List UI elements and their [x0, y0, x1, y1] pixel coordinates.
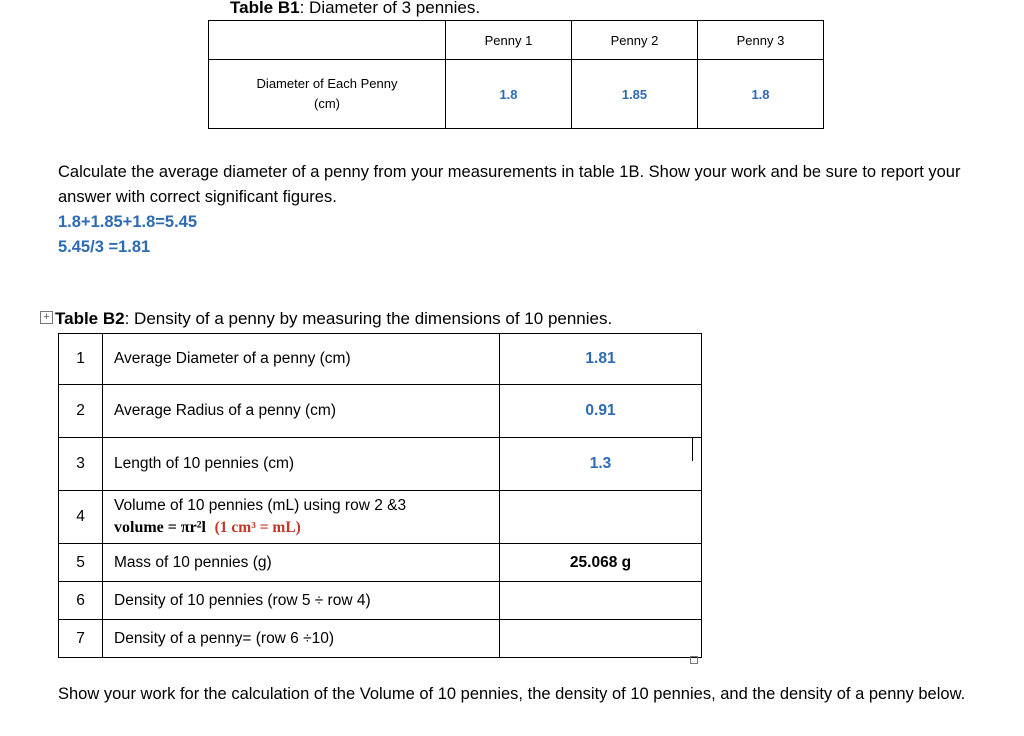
penny-3-diameter[interactable]: 1.8	[698, 60, 824, 129]
avg-radius-value[interactable]: 0.91	[500, 385, 702, 438]
penny-1-diameter[interactable]: 1.8	[446, 60, 572, 129]
row-number: 6	[59, 582, 103, 620]
row-number: 7	[59, 620, 103, 658]
work-line-average[interactable]: 5.45/3 =1.81	[58, 238, 151, 256]
length-value[interactable]: 1.3	[500, 438, 702, 491]
table-b1-header-cell	[209, 21, 446, 60]
volume-formula: volume = πr²l	[114, 519, 206, 536]
table-row	[59, 544, 702, 582]
table-b1-row-label: Diameter of Each Penny (cm)	[209, 60, 446, 129]
cell-border-mark	[692, 437, 693, 461]
table-b1-header-row	[209, 21, 824, 60]
table-b1-header-penny-2: Penny 2	[572, 21, 698, 60]
row-label: Volume of 10 pennies (mL) using row 2 &3 volume = πr²l (1 cm³ = mL)	[103, 491, 500, 544]
table-b2	[58, 333, 702, 658]
table-resize-handle-icon[interactable]	[690, 656, 698, 664]
table-b1-title: Table B1: Diameter of 3 pennies.	[230, 0, 481, 17]
table-row	[59, 334, 702, 385]
table-move-handle-icon[interactable]: +	[40, 311, 53, 324]
row-number: 5	[59, 544, 103, 582]
row-label: Average Radius of a penny (cm)	[103, 385, 500, 438]
work-line-sum[interactable]: 1.8+1.85+1.8=5.45	[58, 213, 198, 231]
table-b1	[208, 20, 824, 129]
density-penny-value[interactable]	[500, 620, 702, 658]
row-number: 3	[59, 438, 103, 491]
table-b1-header-penny-3: Penny 3	[698, 21, 824, 60]
show-work-instructions: Show your work for the calculation of the Volume of 10 pennies, the density of 10 pennies, and the density of a penny below.	[58, 685, 966, 703]
avg-diameter-value[interactable]: 1.81	[500, 334, 702, 385]
table-row	[59, 582, 702, 620]
unit-note: (1 cm³ = mL)	[214, 519, 301, 536]
calc-instructions: Calculate the average diameter of a penny from your measurements in table 1B. Show your work and be sure to report your answer with correct significant figures.	[58, 163, 961, 206]
row-label: Mass of 10 pennies (g)	[103, 544, 500, 582]
row-label: Length of 10 pennies (cm)	[103, 438, 500, 491]
table-row	[59, 438, 702, 491]
row-label: Density of 10 pennies (row 5 ÷ row 4)	[103, 582, 500, 620]
table-b1-header-penny-1: Penny 1	[446, 21, 572, 60]
table-row	[59, 385, 702, 438]
row-number: 4	[59, 491, 103, 544]
row-number: 2	[59, 385, 103, 438]
table-b2-title: + Table B2: Density of a penny by measuring the dimensions of 10 pennies.	[40, 309, 612, 329]
table-row	[59, 620, 702, 658]
table-row	[59, 491, 702, 544]
volume-value[interactable]	[500, 491, 702, 544]
penny-2-diameter[interactable]: 1.85	[572, 60, 698, 129]
row-label: Density of a penny= (row 6 ÷10)	[103, 620, 500, 658]
row-label: Average Diameter of a penny (cm)	[103, 334, 500, 385]
table-b1-data-row	[209, 60, 824, 129]
mass-value[interactable]: 25.068 g	[500, 544, 702, 582]
row-number: 1	[59, 334, 103, 385]
density-10-value[interactable]	[500, 582, 702, 620]
